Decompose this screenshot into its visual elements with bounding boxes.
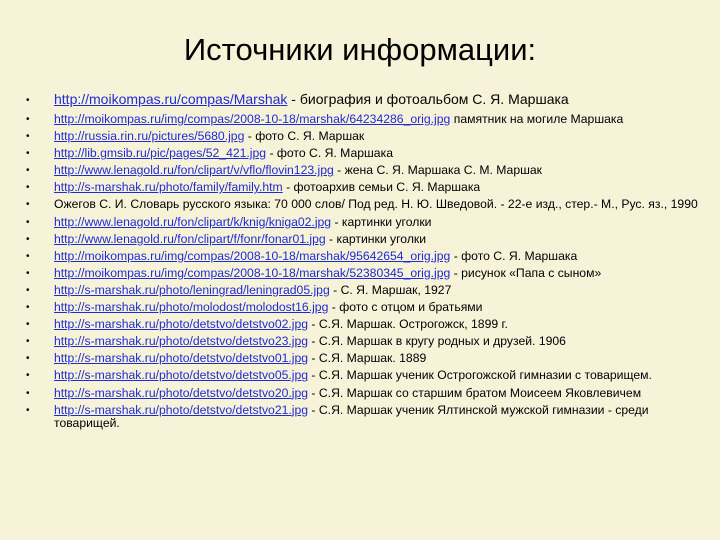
source-description: Ожегов С. И. Словарь русского языка: 70 000 слов/ Под ред. Н. Ю. Шведовой. - 22-е изд., стер.- М., Рус. яз., 1990 <box>54 197 698 212</box>
source-item <box>0 301 720 314</box>
source-description: - рисунок «Папа с сыном» <box>450 265 602 280</box>
source-description: - С.Я. Маршак ученик Острогожской гимназии с товарищем. <box>308 368 652 383</box>
source-description: памятник на могиле Маршака <box>450 112 624 126</box>
source-description: - С.Я. Маршак. Острогожск, 1899 г. <box>308 317 508 332</box>
source-item <box>0 318 720 331</box>
source-link[interactable]: http://moikompas.ru/img/compas/2008-10-18/marshak/95642654_orig.jpg <box>54 248 451 263</box>
slide-title: Источники информации: <box>183 32 537 67</box>
bullet-icon: • <box>26 387 30 399</box>
bullet-icon: • <box>26 95 30 106</box>
source-item <box>0 113 720 126</box>
source-item <box>0 284 720 297</box>
source-description: - биография и фотоальбом С. Я. Маршака <box>287 91 569 107</box>
source-item <box>0 369 720 382</box>
source-item <box>0 198 720 211</box>
source-link[interactable]: http://s-marshak.ru/photo/family/family.htm <box>54 180 283 195</box>
source-item <box>0 216 720 229</box>
source-link[interactable]: http://s-marshak.ru/photo/leningrad/leningrad05.jpg <box>54 282 330 297</box>
source-description: - С.Я. Маршак в кругу родных и друзей. 1906 <box>308 334 566 349</box>
source-link[interactable]: http://moikompas.ru/img/compas/2008-10-18/marshak/64234286_orig.jpg <box>54 112 451 126</box>
source-link[interactable]: http://www.lenagold.ru/fon/clipart/k/knig/kniga02.jpg <box>54 214 332 229</box>
source-item <box>0 164 720 177</box>
source-link[interactable]: http://moikompas.ru/compas/Marshak <box>54 91 288 107</box>
source-description: - картинки уголки <box>325 231 427 246</box>
source-link[interactable]: http://www.lenagold.ru/fon/clipart/f/fonr/fonar01.jpg <box>54 231 326 246</box>
source-item <box>0 387 720 400</box>
bullet-icon: • <box>26 148 30 160</box>
source-item <box>0 267 720 280</box>
source-item <box>0 91 720 107</box>
bullet-icon: • <box>26 370 30 382</box>
bullet-icon: • <box>26 131 30 143</box>
source-item <box>0 181 720 194</box>
bullet-icon: • <box>26 302 30 314</box>
source-link[interactable]: http://s-marshak.ru/photo/detstvo/detstvo21.jpg <box>54 402 309 417</box>
source-item <box>0 233 720 246</box>
source-description: - фото С. Я. Маршака <box>450 248 578 263</box>
bullet-icon: • <box>26 250 30 262</box>
bullet-icon: • <box>26 165 30 177</box>
source-item <box>0 352 720 365</box>
source-description: - С.Я. Маршак. 1889 <box>308 351 427 366</box>
source-link[interactable]: http://moikompas.ru/img/compas/2008-10-18/marshak/52380345_orig.jpg <box>54 265 451 280</box>
source-description: - картинки уголки <box>331 214 432 229</box>
source-description: - С. Я. Маршак, 1927 <box>329 282 452 297</box>
source-link[interactable]: http://s-marshak.ru/photo/detstvo/detstvo23.jpg <box>54 334 309 349</box>
source-item <box>0 335 720 348</box>
bullet-icon: • <box>26 284 30 296</box>
bullet-icon: • <box>26 353 30 365</box>
source-item <box>0 130 720 143</box>
bullet-icon: • <box>26 114 30 125</box>
source-link[interactable]: http://russia.rin.ru/pictures/5680.jpg <box>54 129 245 144</box>
source-list <box>0 91 720 434</box>
source-link[interactable]: http://s-marshak.ru/photo/detstvo/detstvo01.jpg <box>54 351 309 366</box>
source-item <box>0 404 720 431</box>
source-description: - С.Я. Маршак ученик Ялтинской мужской гимназии - среди товарищей. <box>54 402 649 430</box>
bullet-icon: • <box>26 404 30 416</box>
source-link[interactable]: http://s-marshak.ru/photo/detstvo/detstvo20.jpg <box>54 385 309 400</box>
source-link[interactable]: http://s-marshak.ru/photo/detstvo/detstvo05.jpg <box>54 368 309 383</box>
bullet-icon: • <box>26 267 30 279</box>
source-link[interactable]: http://s-marshak.ru/photo/detstvo/detstvo02.jpg <box>54 317 309 332</box>
source-link[interactable]: http://lib.gmsib.ru/pic/pages/52_421.jpg <box>54 146 267 161</box>
source-item <box>0 147 720 160</box>
bullet-icon: • <box>26 233 30 245</box>
source-link[interactable]: http://www.lenagold.ru/fon/clipart/v/vflo/flovin123.jpg <box>54 163 334 178</box>
source-description: - фото С. Я. Маршак <box>244 129 365 144</box>
source-description: - жена С. Я. Маршака С. М. Маршак <box>333 163 542 178</box>
source-item <box>0 250 720 263</box>
source-description: - С.Я. Маршак со старшим братом Моисеем Яковлевичем <box>308 385 642 400</box>
bullet-icon: • <box>26 182 30 194</box>
bullet-icon: • <box>26 336 30 348</box>
source-description: - фото с отцом и братьями <box>328 300 483 315</box>
bullet-icon: • <box>26 216 30 228</box>
source-description: - фотоархив семьи С. Я. Маршака <box>282 180 481 195</box>
source-description: - фото С. Я. Маршака <box>266 146 393 161</box>
bullet-icon: • <box>26 319 30 331</box>
bullet-icon: • <box>26 199 30 211</box>
source-link[interactable]: http://s-marshak.ru/photo/molodost/molodost16.jpg <box>54 300 329 315</box>
